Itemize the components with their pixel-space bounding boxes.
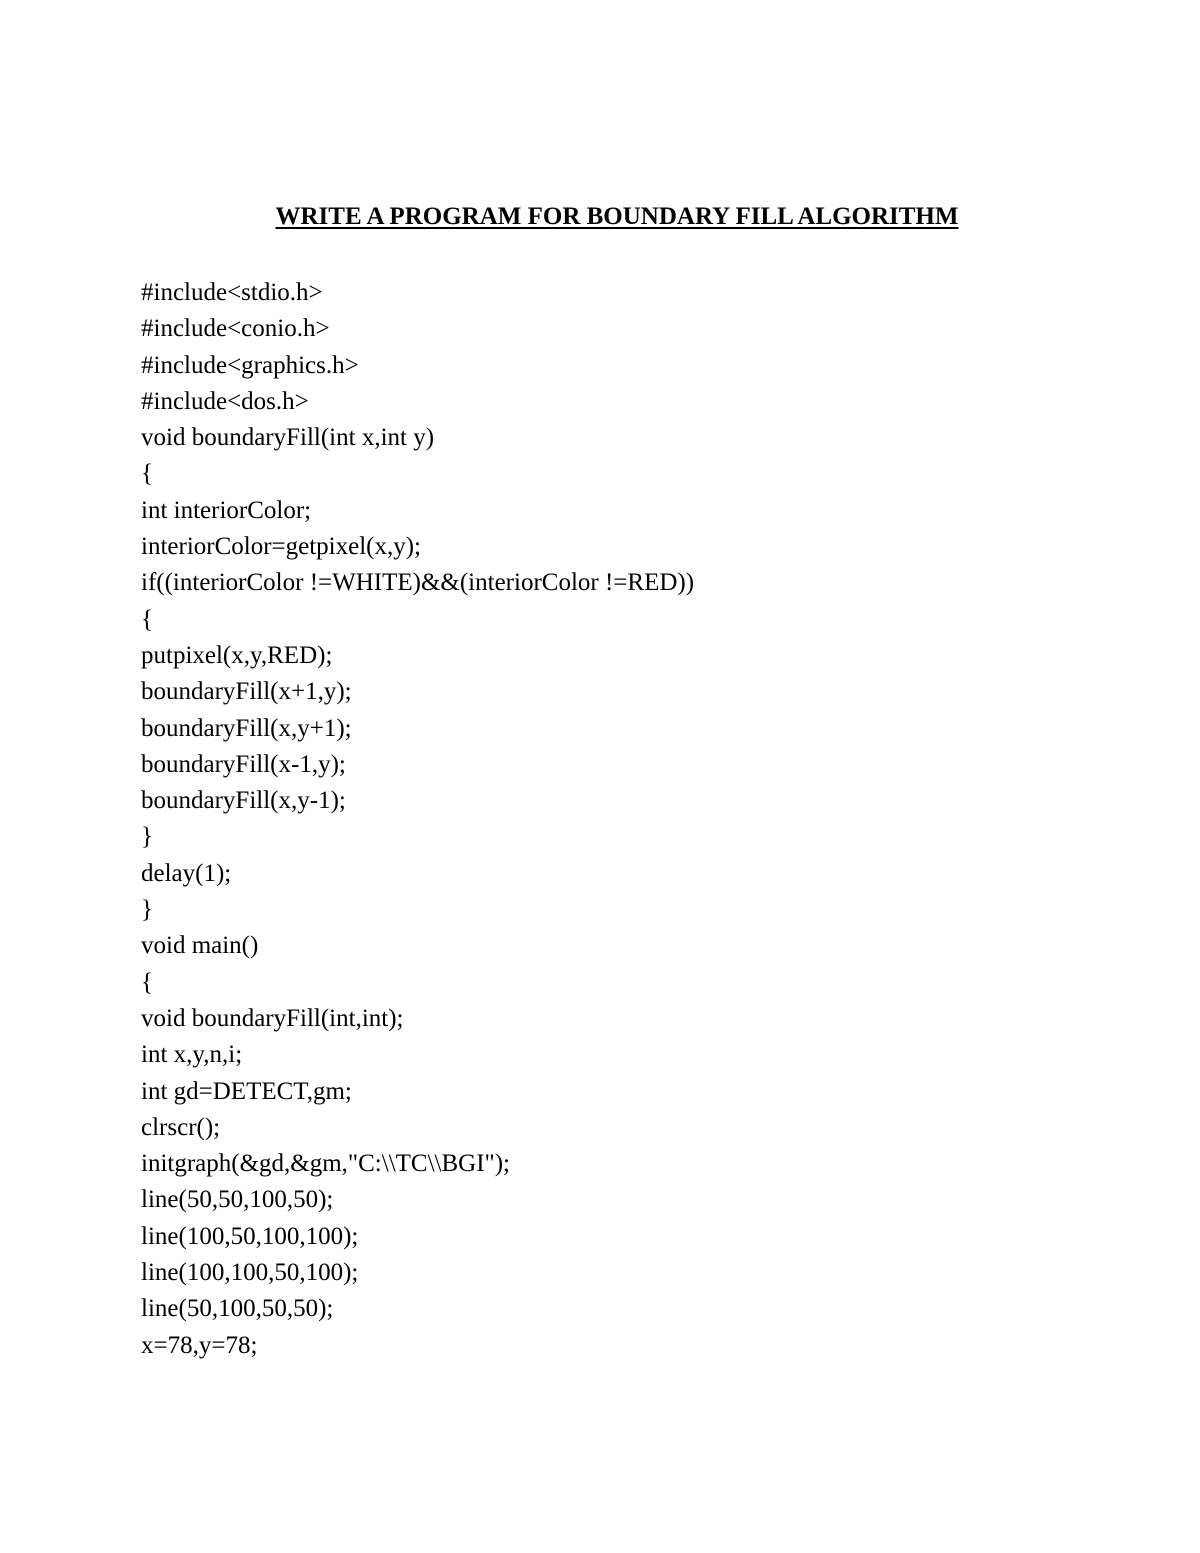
code-line: boundaryFill(x+1,y); — [141, 678, 352, 706]
code-line: delay(1); — [141, 859, 232, 887]
page-title: WRITE A PROGRAM FOR BOUNDARY FILL ALGORITHM — [275, 203, 959, 230]
code-line: line(100,100,50,100); — [141, 1259, 359, 1287]
code-line: interiorColor=getpixel(x,y); — [141, 533, 422, 561]
code-line: line(50,100,50,50); — [141, 1295, 334, 1323]
code-line: clrscr(); — [141, 1113, 221, 1141]
code-line: if((interiorColor !=WHITE)&&(interiorColor !=RED)) — [141, 569, 695, 597]
code-line: initgraph(&gd,&gm,"C:\\TC\\BGI"); — [141, 1150, 511, 1178]
code-line: { — [141, 968, 153, 996]
code-line: x=78,y=78; — [141, 1331, 258, 1359]
code-line: { — [141, 605, 153, 633]
code-line: } — [141, 823, 153, 851]
code-line: boundaryFill(x-1,y); — [141, 750, 346, 778]
code-line: #include<graphics.h> — [141, 351, 359, 379]
code-line: boundaryFill(x,y-1); — [141, 787, 346, 815]
code-line: #include<stdio.h> — [141, 279, 323, 306]
code-line: line(100,50,100,100); — [141, 1222, 359, 1250]
code-line: void main() — [141, 932, 259, 960]
code-line: #include<conio.h> — [141, 315, 330, 343]
code-listing — [141, 275, 694, 1364]
code-line: int interiorColor; — [141, 496, 312, 524]
code-line: line(50,50,100,50); — [141, 1186, 334, 1214]
code-line: } — [141, 896, 153, 924]
code-line: putpixel(x,y,RED); — [141, 641, 333, 669]
code-line: void boundaryFill(int,int); — [141, 1004, 404, 1032]
code-line: int x,y,n,i; — [141, 1041, 243, 1069]
code-line: #include<dos.h> — [141, 387, 309, 415]
code-line: void boundaryFill(int x,int y) — [141, 424, 435, 452]
code-line: int gd=DETECT,gm; — [141, 1077, 352, 1105]
code-line: boundaryFill(x,y+1); — [141, 714, 352, 742]
code-line: { — [141, 460, 153, 488]
